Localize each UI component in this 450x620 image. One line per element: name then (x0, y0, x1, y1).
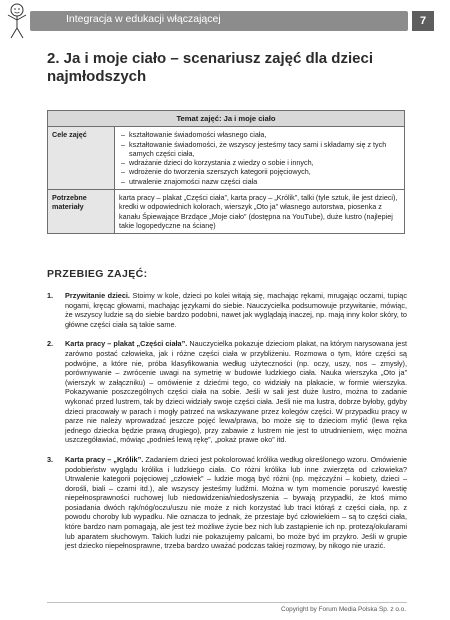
row-label-materials: Potrzebne materiały (48, 190, 115, 234)
footer-divider (47, 602, 407, 603)
page-title: 2. Ja i moje ciało – scenariusz zajęć dla dzieci najmłodszych (47, 50, 373, 85)
step-item (47, 455, 407, 551)
step-text: Stoimy w kole, dzieci po kolei witają się, machając rękami, mrugając oczami, tupiąc nogami, kręcąc głowami, machając językami do siebie. Nauczycielka podsumowuje przywitanie, mówiąc, że wszyscy ludzie są do siebie bardzo podobni, nawet jak wyglądają inaczej, np. mają inny kolor skóry, to główne części ciała są takie same. (65, 291, 407, 329)
step-item (47, 291, 407, 329)
row-label-goals: Cele zajęć (48, 127, 115, 190)
list-item: – kształtowanie świadomości własnego ciała, (119, 130, 400, 139)
header-band (30, 11, 408, 31)
table-row (48, 190, 405, 234)
goals-list (119, 130, 400, 186)
list-item: – utrwalenie znajomości nazw części ciała (119, 177, 400, 186)
section-heading: PRZEBIEG ZAJĘĆ: (47, 268, 148, 280)
list-item: – wdrożenie do tworzenia szerszych kategorii pojęciowych, (119, 167, 400, 176)
step-text: Nauczycielka pokazuje dzieciom plakat, na którym narysowana jest zarówno postać człowieka, jak i różne części ciała w przybliżeniu. Rozmowa o tym, które części są podwójne, a które nie, próba klasyfikowania według użyteczności (np. oczy, uszy, nos – zmysły), porównywanie – zwrócenie uwagi na symetrię w budowie ludzkiego ciała. Nauka wierszyka „Oto ja” (wierszyk w załączniku) – omówienie z dziećmi tego, co widziały na plakacie, w formie wierszyka. Pokazywanie poszczególnych części ciała na sobie. Jeśli w sali jest duże lustro, można to zadanie wykonać przed lustrem, tak by dzieci widziały swoje części ciała. Jeśli nie ma lustra, dobrze byłoby, gdyby dzieci pracowały w parach i mogły patrzeć na wskazywane przez kolegów części. W przypadku pracy w parze nie należy wprowadzać jeszcze pojęć lewa/prawa, bo może się to dzieciom mylić (lewa ręka jednego dziecka będzie prawą drugiego), przy zabawie z lustrem nie jest to utrudnieniem, więc można uszczegóławiać, mówiąc „podnieś lewą rękę”, „pokaż prawe oko” itd. (65, 339, 407, 445)
step-number: 2. (47, 339, 54, 349)
list-item: – kształtowanie świadomości, że wszyscy jesteśmy tacy sami i składamy się z tych samych części ciała, (119, 140, 400, 159)
step-text: Zadaniem dzieci jest pokolorować królika według określonego wzoru. Omówienie podobieństw wyglądu królika i ludzkiego ciała. Co różni królika lub inne zwierzęta od człowieka? Utrwalenie kategorii pojęciowej „człowiek” – ludzie mogą być różni (np. mężczyźni – kobiety, dzieci – dorośli, biali – czarni itd.), ale wszyscy jesteśmy ludźmi. Można w tym momencie poruszyć kwestię niepełnosprawności ruchowej lub niedowidzenia/niedosłyszenia – bywają przypadki, że ktoś mimo posiadania dwóch rąk/nóg/oczu/uszu nie może z nich korzystać lub traci którąś z części ciała, np. z powodu choroby lub wypadku. Nie oznacza to jednak, że przestaje być człowiekiem – są to części ciała, które bardzo nam pomagają, ale jest też możliwe życie bez nich lub zastąpienie ich np. protezą/okularami lub aparatem słuchowym. Takich ludzi nie pokazujemy palcami, bo może być im przykro. Jeśli w grupie jest dziecko niepełnosprawne, trzeba bardzo uważać podczas takiej rozmowy, by nikogo nie urazić. (65, 454, 407, 551)
step-lead: Przywitanie dzieci. (65, 291, 130, 300)
step-number: 3. (47, 454, 54, 464)
table-heading: Temat zajęć: Ja i moje ciało (48, 111, 405, 127)
step-item (47, 339, 407, 445)
step-number: 1. (47, 291, 54, 300)
copyright-text: Copyright by Forum Media Polska Sp. z o.o. (280, 606, 406, 613)
header-title: Integracja w edukacji włączającej (66, 13, 221, 25)
step-lead: Karta pracy – „Królik”. (65, 454, 144, 464)
table-row (48, 127, 405, 190)
steps-list (47, 291, 407, 561)
page-number: 7 (412, 11, 434, 31)
lesson-table (47, 110, 405, 234)
child-figure-icon (4, 2, 30, 40)
goals-cell (115, 127, 405, 190)
step-lead: Karta pracy – plakat „Części ciała”. (65, 339, 188, 349)
page-header (0, 0, 450, 42)
list-item: – wdrażanie dzieci do korzystania z wiedzy o sobie i innych, (119, 158, 400, 167)
materials-cell: karta pracy – plakat „Części ciała”, karta pracy – „Królik”, talki (tyle sztuk, ile jest dzieci), kredki w odpowiednich kolorach, wierszyk „Oto ja” własnego autorstwa, piosenka z kanału Śpiewające Brzdące „Moje ciało” (dostępna na YouTube), duże lustro (najlepiej takie logopedyczne na ścianę) (115, 190, 405, 234)
